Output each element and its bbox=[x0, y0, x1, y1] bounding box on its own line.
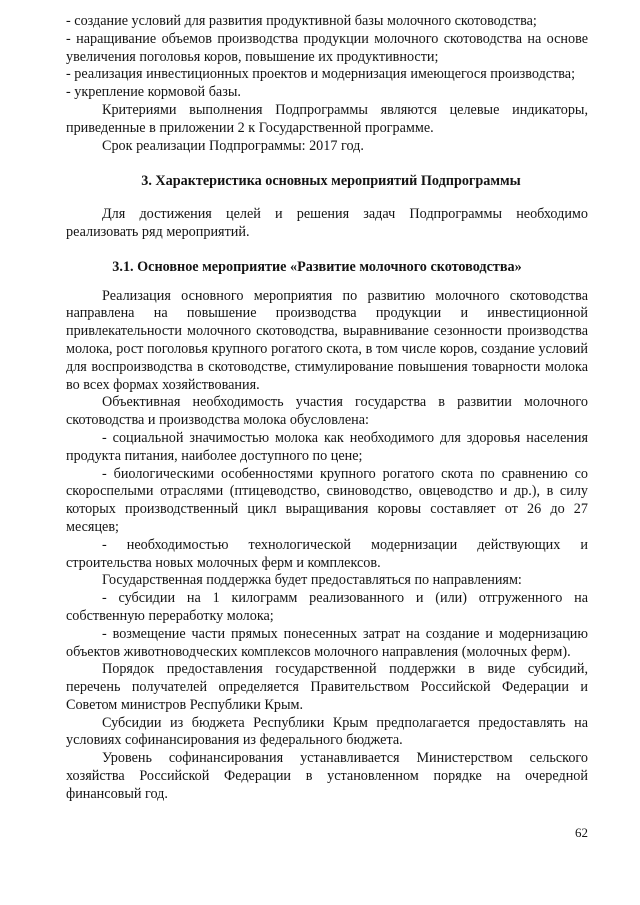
section-3-1-list-item: - необходимостью технологической модернизации действующих и строительства новых молочных ферм и комплексов. bbox=[66, 536, 588, 571]
document-body bbox=[66, 13, 588, 804]
section-3-1-paragraph: Субсидии из бюджета Республики Крым предполагается предоставлять на условиях софинансирования из федерального бюджета. bbox=[66, 714, 588, 749]
section-3-1-list-item: - возмещение части прямых понесенных затрат на создание и модернизацию объектов животноводческих комплексов молочного направления (молочных ферм). bbox=[66, 625, 588, 660]
criteria-paragraph: Критериями выполнения Подпрограммы являются целевые индикаторы, приведенные в приложении 2 к Государственной программе. bbox=[66, 101, 588, 136]
intro-item-1: - создание условий для развития продуктивной базы молочного скотоводства; bbox=[66, 13, 537, 29]
term-paragraph: Срок реализации Подпрограммы: 2017 год. bbox=[102, 137, 364, 154]
section-3-text: Для достижения целей и решения задач Подпрограммы необходимо реализовать ряд мероприятий. bbox=[66, 206, 588, 240]
section-3-1-paragraph: Уровень софинансирования устанавливается Министерством сельского хозяйства Российской Федерации в установленном порядке на очередной финансовый год. bbox=[66, 750, 588, 802]
section-3-1-heading: 3.1. Основное мероприятие «Развитие молочного скотоводства» bbox=[112, 258, 522, 275]
intro-item-4: - укрепление кормовой базы. bbox=[66, 84, 241, 101]
section-3-1-paragraph: Объективная необходимость участия государства в развитии молочного скотоводства и производства молока обусловлена: bbox=[66, 394, 588, 429]
section-3-heading: 3. Характеристика основных мероприятий Подпрограммы bbox=[141, 173, 521, 190]
section-3-1-paragraph: Государственная поддержка будет предоставляться по направлениям: bbox=[102, 572, 522, 589]
section-3-1-list-item: - субсидии на 1 килограмм реализованного и (или) отгруженного на собственную переработку молока; bbox=[66, 590, 588, 624]
section-3-1-paragraph: Реализация основного мероприятия по развитию молочного скотоводства направлена на повышение производства продукции и инвестиционной привлекательности молочного скотоводства, выравнивание сезонности производства молока, рост поголовья крупного рогатого скота, в том числе коров, создание условий для воспроизводства в скотоводстве, стимулирование повышения товарности молока во всех формах хозяйствования. bbox=[66, 287, 588, 393]
intro-item-2: - наращивание объемов производства продукции молочного скотоводства на основе увеличения поголовья коров, повышение их продуктивности; bbox=[66, 30, 588, 65]
section-3-1-list-item: - биологическими особенностями крупного рогатого скота по сравнению со скороспелыми отраслями (птицеводство, свиноводство, овцеводство и др.), в силу которых производственный цикл выращивания коровы составляет от 26 до 27 месяцев; bbox=[66, 465, 588, 535]
page-number: 62 bbox=[575, 825, 588, 840]
intro-item-3: - реализация инвестиционных проектов и модернизация имеющегося производства; bbox=[66, 66, 576, 83]
section-3-1-list-item: - социальной значимостью молока как необходимого для здоровья населения продукта питания, наиболее доступного по цене; bbox=[66, 429, 588, 464]
section-3-1-paragraph: Порядок предоставления государственной поддержки в виде субсидий, перечень получателей определяется Правительством Российской Федерации и Советом министров Республики Крым. bbox=[66, 661, 588, 713]
